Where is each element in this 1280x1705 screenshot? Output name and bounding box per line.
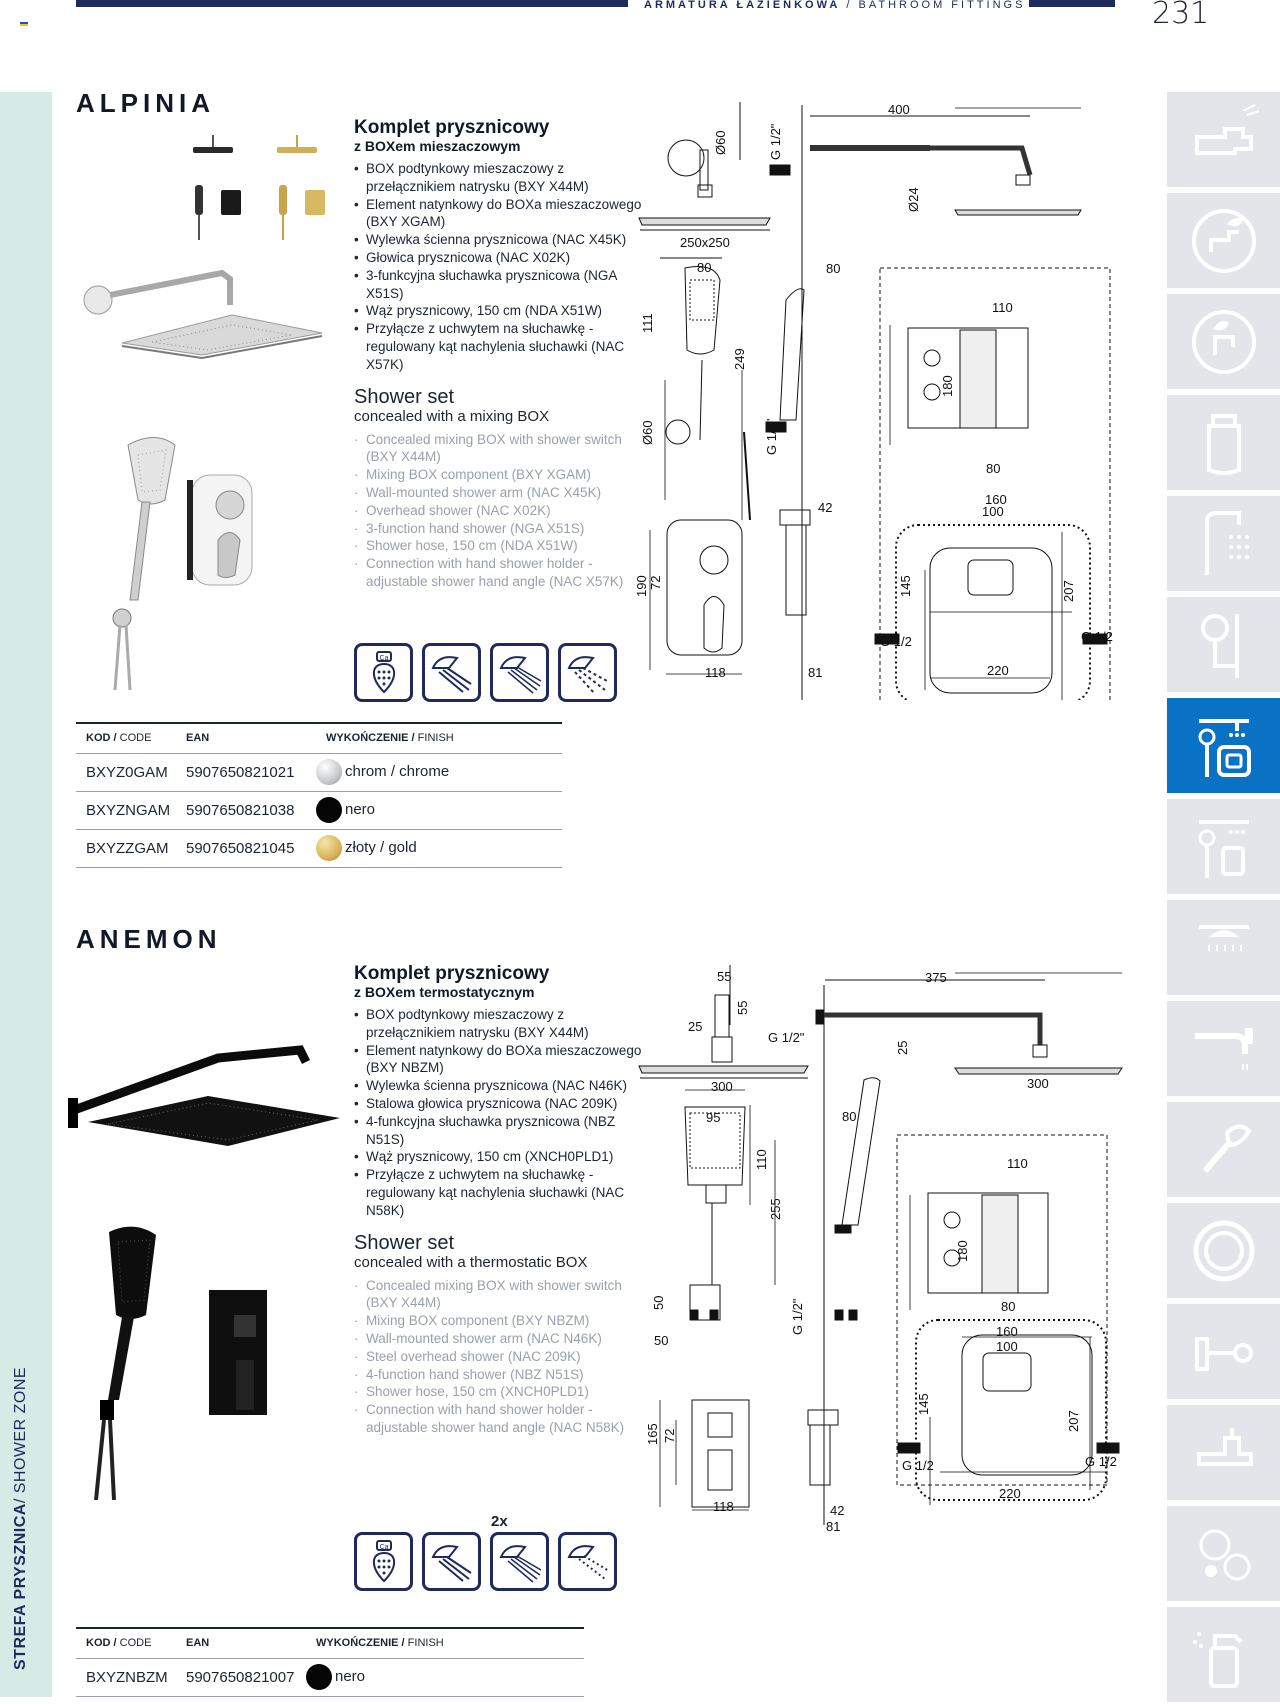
basin-faucet-icon [1185, 101, 1263, 179]
list-item: • Wylewka ścienna prysznicowa (NAC X45K) [354, 231, 644, 249]
nav-shower-rail[interactable] [1167, 597, 1280, 695]
dim-hand-w: 95 [706, 1110, 721, 1125]
alpinia-description [354, 118, 644, 591]
finish-cell [306, 1658, 584, 1696]
header-bar-left [76, 0, 628, 7]
finish-swatch [316, 797, 342, 823]
mist-spray-icon [558, 1532, 617, 1591]
shower-head-icon [1185, 505, 1263, 583]
dim-plate-h1: 165 [645, 1423, 660, 1445]
list-item: · Shower hose, 150 cm (XNCH0PLD1) [354, 1383, 644, 1401]
list-item: • Wąż prysznicowy, 150 cm (NDA X51W) [354, 302, 644, 320]
finish-cell [316, 791, 562, 829]
ean-cell: 5907650821007 [176, 1658, 306, 1696]
alpinia-title: ALPINIA [76, 88, 215, 118]
nav-kitchen-jar[interactable] [1167, 395, 1280, 493]
nav-shower-hose[interactable] [1167, 1203, 1280, 1301]
list-item: • Wąż prysznicowy, 150 cm (XNCH0PLD1) [354, 1148, 644, 1166]
dim-frame-h1: 145 [916, 1393, 931, 1415]
dim-head: 250x250 [680, 235, 730, 250]
spout-icon [1185, 1010, 1263, 1088]
dim-thread: G 1/2" [768, 123, 783, 160]
jet-spray-icon [422, 1532, 481, 1591]
alpinia-title-en: Shower set [354, 385, 455, 408]
alpinia-hand-shower-photo [70, 430, 280, 690]
dim-55a: 55 [717, 969, 732, 984]
cleaning-spray-icon [1185, 1616, 1263, 1694]
anemon-items-en [354, 1277, 644, 1437]
list-item: · Mixing BOX component (BXY NBZM) [354, 1312, 644, 1330]
dim-side-w: 80 [826, 261, 841, 276]
anemon-product-table [76, 1627, 584, 1697]
list-item: · Steel overhead shower (NAC 209K) [354, 1348, 644, 1366]
dim-g-left: G 1/2 [880, 634, 912, 649]
gold-variant-icon [277, 135, 325, 240]
anemon-title: ANEMON [76, 924, 222, 954]
code-cell: BXYZNBZM [76, 1658, 176, 1696]
dim-thread: G 1/2" [768, 1030, 805, 1045]
finish-label: nero [345, 800, 376, 818]
dim-hand-h2: 249 [732, 348, 747, 370]
shower-rail-icon [1185, 606, 1263, 684]
dim-frame-h2: 207 [1061, 580, 1076, 602]
dim-g-right: G 1/2 [1085, 1454, 1117, 1469]
dim-hand-h1: 111 [640, 313, 655, 333]
flag-icon [20, 22, 28, 27]
accessories-icon [1185, 1515, 1263, 1593]
list-item: · Connection with hand shower holder - adjustable shower hand angle (NAC X57K) [354, 555, 644, 591]
code-cell: BXYZZGAM [76, 829, 176, 867]
list-item: · Mixing BOX component (BXY XGAM) [354, 466, 644, 484]
list-item: · Wall-mounted shower arm (NAC X45K) [354, 484, 644, 502]
nav-accessories[interactable] [1167, 1506, 1280, 1604]
finish-cell [316, 753, 562, 791]
dim-hand-h2: 255 [768, 1198, 783, 1220]
finish-label: chrom / chrome [345, 762, 450, 780]
svg-text:Ca: Ca [379, 654, 388, 662]
shower-system-icon [1185, 808, 1263, 886]
alpinia-subtitle-pl: z BOXem mieszaczowym [354, 138, 521, 154]
nav-rain-shower[interactable] [1167, 900, 1280, 998]
anemon-technical-drawing [630, 965, 1130, 1535]
dim-box-h: 180 [955, 1240, 970, 1262]
dim-frame-w2: 100 [982, 504, 1004, 519]
dim-side-w: 80 [842, 1109, 857, 1124]
alpinia-feature-icons [354, 643, 617, 702]
nav-hand-shower[interactable] [1167, 1102, 1280, 1200]
dim-25: 25 [688, 1019, 703, 1034]
list-item: • Głowica prysznicowa (NAC X02K) [354, 249, 644, 267]
code-header: KOD / CODE [76, 1628, 176, 1658]
anemon-title-en: Shower set [354, 1231, 455, 1254]
alpinia-items-en [354, 431, 644, 591]
section-title: ARMATURA ŁAZIENKOWA / BATHROOM FITTINGS [644, 0, 1026, 11]
dim-frame-w3: 220 [987, 663, 1009, 678]
dim-plate-h1: 190 [634, 575, 649, 597]
list-item: · Overhead shower (NAC X02K) [354, 502, 644, 520]
finish-label: złoty / gold [345, 838, 417, 856]
tap-icon [1185, 1414, 1263, 1492]
dim-frame-w1: 160 [996, 1324, 1018, 1339]
alpinia-technical-drawing [630, 100, 1130, 700]
alpinia-subtitle-en: concealed with a mixing BOX [354, 407, 550, 425]
anemon-hand-shower-photo [64, 1220, 304, 1500]
shower-hose-icon [1185, 1212, 1263, 1290]
alpinia-items-pl [354, 160, 644, 374]
list-item: • BOX podtynkowy mieszaczowy z przełącznikiem natrysku (BXY X44M) [354, 1006, 644, 1042]
dim-side-d2: 81 [808, 665, 823, 680]
table-row [76, 753, 562, 791]
dim-25b: 25 [895, 1040, 910, 1055]
anemon-description [354, 964, 644, 1437]
finish-cell [316, 829, 562, 867]
zone-label: STREFA PRYSZNICA/ SHOWER ZONE [12, 1366, 29, 1670]
ean-cell: 5907650821045 [176, 829, 316, 867]
finish-header: WYKOŃCZENIE / FINISH [316, 723, 562, 753]
dim-frame-w2: 100 [996, 1339, 1018, 1354]
list-item: · Concealed mixing BOX with shower switch (BXY X44M) [354, 1277, 644, 1313]
finish-label: nero [335, 1667, 366, 1685]
header-bar-right [1029, 0, 1115, 7]
nav-tap[interactable] [1167, 1405, 1280, 1503]
rain-spray-icon [490, 1532, 549, 1591]
dim-frame-h1: 145 [898, 575, 913, 597]
finish-header: WYKOŃCZENIE / FINISH [306, 1628, 584, 1658]
ca-anti-limescale-icon [354, 643, 413, 702]
dim-frame-h2: 207 [1066, 1410, 1081, 1432]
nav-shower-system[interactable] [1167, 799, 1280, 897]
table-row [76, 791, 562, 829]
alpinia-overhead-shower-photo [82, 255, 332, 365]
dim-400: 400 [888, 102, 910, 117]
ean-cell: 5907650821021 [176, 753, 316, 791]
dim-arm-diam: Ø24 [906, 187, 921, 212]
jet-spray-icon [422, 643, 481, 702]
table-row [76, 829, 562, 867]
code-header: KOD / CODE [76, 723, 176, 753]
dim-side-d1: 42 [818, 500, 833, 515]
list-item: • Przyłącze z uchwytem na słuchawkę - regulowany kąt nachylenia słuchawki (NAC X57K) [354, 320, 644, 373]
anemon-overhead-shower-photo [68, 1040, 348, 1150]
dim-box-w: 110 [1007, 1156, 1028, 1171]
code-cell: BXYZ0GAM [76, 753, 176, 791]
dim-thread-2: G 1/2" [764, 418, 779, 455]
dim-head-l: 300 [711, 1079, 733, 1094]
code-cell: BXYZNGAM [76, 791, 176, 829]
alpinia-title-pl: Komplet prysznicowy [354, 117, 550, 138]
kitchen-jar-icon [1185, 404, 1263, 482]
ean-header: EAN [176, 1628, 306, 1658]
nav-basin-faucet[interactable] [1167, 92, 1280, 190]
dim-holder-w: 50 [654, 1333, 669, 1348]
dim-holder: Ø60 [640, 420, 655, 445]
dim-box-w: 110 [992, 300, 1013, 315]
eco-faucet-icon [1185, 202, 1263, 280]
dim-holder-h: 50 [651, 1295, 666, 1310]
nav-shower-box[interactable] [1167, 698, 1280, 796]
finish-swatch [316, 759, 342, 785]
nav-shower-head[interactable] [1167, 496, 1280, 594]
dim-thread-2: G 1/2" [790, 1298, 805, 1335]
list-item: • 3-funkcyjna słuchawka prysznicowa (NGA X51S) [354, 267, 644, 303]
dim-g-right: G 1/2 [1081, 629, 1113, 644]
dim-wall-plate: Ø60 [713, 130, 728, 155]
ean-cell: 5907650821038 [176, 791, 316, 829]
anemon-multiplier: 2x [491, 1513, 508, 1530]
dim-plate-w: 118 [713, 1499, 734, 1514]
nav-eco-faucet-2[interactable] [1167, 294, 1280, 392]
anemon-title-pl: Komplet prysznicowy [354, 963, 550, 984]
nav-cleaning-spray[interactable] [1167, 1607, 1280, 1705]
dim-frame-w3: 220 [999, 1486, 1021, 1501]
list-item: · Shower hose, 150 cm (NDA X51W) [354, 537, 644, 555]
shower-holder-icon [1185, 1313, 1263, 1391]
dim-box-d: 80 [986, 461, 1001, 476]
list-item: · Connection with hand shower holder - adjustable shower hand angle (NAC N58K) [354, 1401, 644, 1437]
list-item: · 4-function hand shower (NBZ N51S) [354, 1366, 644, 1384]
dim-plate-h2: 72 [648, 575, 663, 590]
hand-shower-icon [1185, 1111, 1263, 1189]
list-item: • Przyłącze z uchwytem na słuchawkę - regulowany kąt nachylenia słuchawki (NAC N58K) [354, 1166, 644, 1219]
nav-shower-holder[interactable] [1167, 1304, 1280, 1402]
rain-shower-icon [1185, 909, 1263, 987]
ca-anti-limescale-icon [354, 1532, 413, 1591]
massage-spray-icon [558, 643, 617, 702]
dim-g-left: G 1/2 [902, 1458, 934, 1473]
list-item: • BOX podtynkowy mieszaczowy z przełącznikiem natrysku (BXY X44M) [354, 160, 644, 196]
dim-hand-h1: 110 [754, 1149, 769, 1170]
finish-swatch [306, 1664, 332, 1690]
dim-55b: 55 [735, 1000, 750, 1015]
dim-head-r: 300 [1027, 1076, 1049, 1091]
alpinia-photo-variants [185, 130, 335, 250]
anemon-subtitle-en: concealed with a thermostatic BOX [354, 1253, 588, 1271]
rain-spray-icon [490, 643, 549, 702]
shower-box-icon [1185, 707, 1263, 785]
eco-faucet-2-icon [1185, 303, 1263, 381]
dim-plate-h2: 72 [662, 1428, 677, 1443]
dim-hand-w: 80 [697, 260, 712, 275]
table-row [76, 1658, 584, 1696]
anemon-feature-icons [354, 1532, 617, 1591]
chrome-black-variant-icon [193, 135, 241, 240]
list-item: • Element natynkowy do BOXa mieszaczowego (BXY NBZM) [354, 1042, 644, 1078]
list-item: · Wall-mounted shower arm (NAC N46K) [354, 1330, 644, 1348]
list-item: · Concealed mixing BOX with shower switch (BXY X44M) [354, 431, 644, 467]
dim-frame-w1: 160 [985, 492, 1007, 507]
alpinia-product-table [76, 722, 562, 868]
dim-side-d2: 81 [826, 1519, 841, 1534]
dim-box-d: 80 [1001, 1299, 1016, 1314]
anemon-subtitle-pl: z BOXem termostatycznym [354, 984, 535, 1000]
dim-side-d1: 42 [830, 1503, 845, 1518]
dim-plate-w: 118 [705, 665, 726, 680]
nav-eco-faucet[interactable] [1167, 193, 1280, 291]
finish-swatch [316, 835, 342, 861]
svg-text:Ca: Ca [379, 1543, 388, 1551]
ean-header: EAN [176, 723, 316, 753]
anemon-items-pl [354, 1006, 644, 1220]
nav-spout[interactable] [1167, 1001, 1280, 1099]
list-item: • Wylewka ścienna prysznicowa (NAC N46K) [354, 1077, 644, 1095]
list-item: • Stalowa głowica prysznicowa (NAC 209K) [354, 1095, 644, 1113]
list-item: • 4-funkcyjna słuchawka prysznicowa (NBZ N51S) [354, 1113, 644, 1149]
list-item: · 3-function hand shower (NGA X51S) [354, 520, 644, 538]
dim-box-h: 180 [940, 375, 955, 397]
dim-375: 375 [925, 970, 947, 985]
list-item: • Element natynkowy do BOXa mieszaczowego (BXY XGAM) [354, 196, 644, 232]
page-number: 231 [1152, 0, 1210, 31]
